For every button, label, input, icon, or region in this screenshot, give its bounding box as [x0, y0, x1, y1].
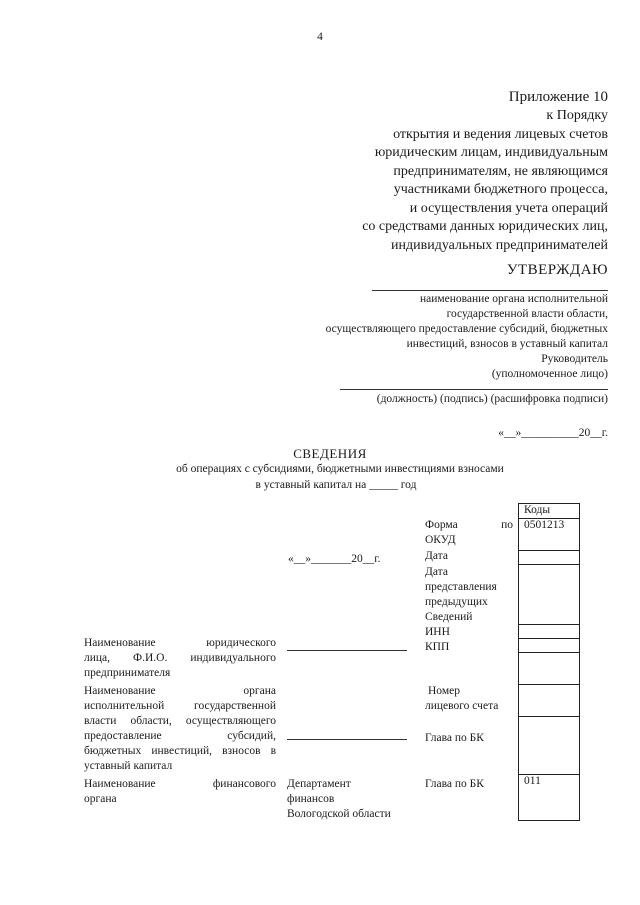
- codes-row-divider: [519, 652, 579, 653]
- signature-caption: (должность) (подпись) (расшифровка подписи): [376, 393, 608, 405]
- date-prev-label: [425, 565, 497, 625]
- approval-org-block: [248, 292, 608, 382]
- authority-line: бюджетных инвестиций, взносов в: [84, 745, 276, 757]
- document-subtitle-year: в уставный капитал на _____ год: [255, 479, 417, 491]
- codes-row-divider: [519, 624, 579, 625]
- finance-org-label: [84, 777, 276, 807]
- approval-org-line: инвестиций, взносов в уставный капитал: [406, 338, 608, 350]
- form-okud-label: Форма по: [425, 519, 513, 531]
- glava-bk-label: Глава по БК: [425, 732, 484, 744]
- codes-header: Коды: [524, 504, 551, 516]
- document-subtitle: об операциях с субсидиями, бюджетными инвестициями взносами: [176, 463, 504, 475]
- document-date: «__»_______20__г.: [288, 553, 381, 565]
- date-prev-line: предыдущих: [425, 596, 488, 608]
- date-prev-line: представления: [425, 581, 497, 593]
- approval-org-line: осуществляющего предоставление субсидий, бюджетных: [325, 323, 608, 335]
- page-number: 4: [317, 31, 323, 43]
- date-prev-line: Сведений: [425, 611, 473, 623]
- date-label: Дата: [425, 550, 448, 562]
- finance-org-line: Наименование финансового: [84, 778, 276, 790]
- legal-entity-line-field: [287, 650, 407, 651]
- okud-label: ОКУД: [425, 534, 456, 546]
- codes-row-divider: [519, 684, 579, 685]
- finance-department: [287, 777, 391, 822]
- finance-department-line: Вологодской области: [287, 808, 391, 820]
- authority-label: [84, 684, 276, 774]
- account-line: Номер: [428, 685, 460, 697]
- legal-entity-label: [84, 636, 276, 681]
- codes-row-divider: [519, 564, 579, 565]
- glava-bk-label-finance: Глава по БК: [425, 778, 484, 790]
- appendix-line: и осуществления учета операций: [409, 200, 608, 216]
- approval-org-line: наименование органа исполнительной: [419, 293, 608, 305]
- approval-heading: УТВЕРЖДАЮ: [506, 262, 608, 278]
- codes-row-divider: [519, 550, 579, 551]
- appendix-line: к Порядку: [546, 108, 608, 123]
- kpp-label: КПП: [425, 641, 450, 653]
- authority-line: уставный капитал: [84, 760, 173, 772]
- account-label: [425, 684, 498, 714]
- authority-line: предоставление субсидий,: [84, 730, 276, 742]
- glava-code: 011: [524, 775, 541, 787]
- account-line: лицевого счета: [425, 700, 499, 712]
- document-title: СВЕДЕНИЯ: [293, 446, 367, 461]
- appendix-block: [308, 88, 608, 255]
- appendix-line: со средствами данных юридических лиц,: [362, 219, 608, 234]
- appendix-line: юридическим лицам, индивидуальным: [374, 145, 608, 160]
- codes-row-divider: [519, 638, 579, 639]
- appendix-line: открытия и ведения лицевых счетов: [393, 126, 608, 142]
- finance-department-line: Департамент: [287, 778, 351, 790]
- approval-org-line: государственной власти области,: [446, 308, 608, 320]
- org-name-line: [372, 290, 608, 291]
- legal-entity-line: Наименование юридического: [84, 637, 276, 649]
- date-prev-line: Дата: [425, 566, 448, 578]
- okud-code: 0501213: [524, 519, 565, 531]
- appendix-line: индивидуальных предпринимателей: [391, 237, 608, 253]
- finance-department-line: финансов: [287, 793, 335, 805]
- appendix-line: предпринимателям, не являющимся: [393, 163, 608, 179]
- appendix-line: участниками бюджетного процесса,: [393, 182, 608, 197]
- inn-label: ИНН: [425, 626, 450, 638]
- authority-line: исполнительной государственной: [84, 700, 276, 712]
- codes-row-divider: [519, 716, 579, 717]
- appendix-title: Приложение 10: [508, 89, 608, 105]
- authority-line: власти области, осуществляющего: [84, 715, 276, 727]
- legal-entity-line: лица, Ф.И.О. индивидуального: [84, 652, 276, 664]
- approval-date: «__»__________20__г.: [498, 427, 608, 439]
- authority-line: Наименование органа: [84, 685, 276, 697]
- signature-line: [340, 389, 608, 390]
- finance-org-line: органа: [84, 793, 117, 805]
- legal-entity-line: предпринимателя: [84, 667, 171, 679]
- approval-authorized: (уполномоченное лицо): [491, 368, 608, 380]
- authority-line-field: [287, 739, 407, 740]
- approval-head: Руководитель: [541, 353, 608, 365]
